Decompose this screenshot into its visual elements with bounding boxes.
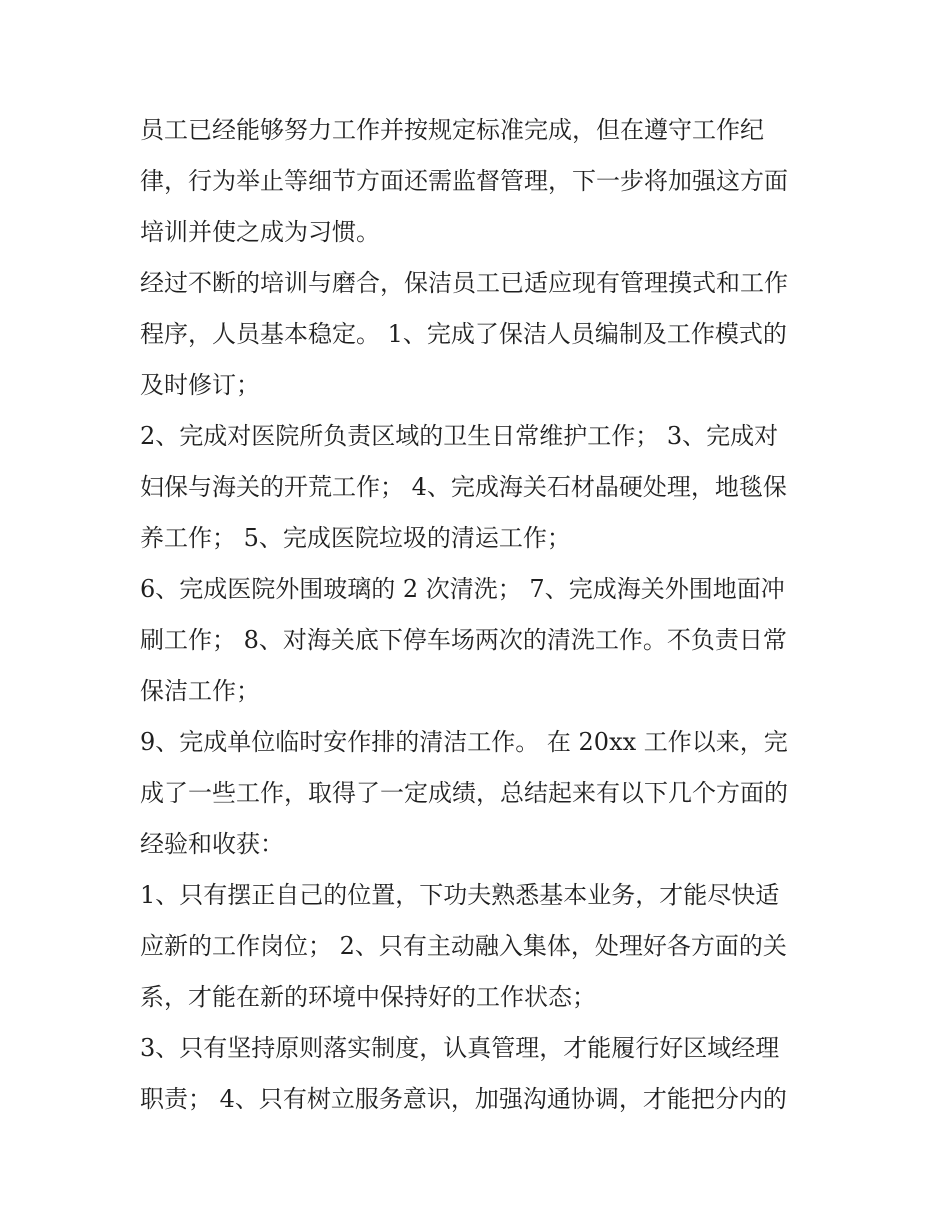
paragraph [140,717,820,870]
text-line: 职责； 4、只有树立服务意识，加强沟通协调，才能把分内的 [140,1085,787,1113]
paragraph [140,258,820,411]
text-line: 妇保与海关的开荒工作； 4、完成海关石材晶硬处理，地毯保 [140,473,787,501]
text-line: 经验和收获： [140,830,284,858]
text-line: 应新的工作岗位； 2、只有主动融入集体，处理好各方面的关 [140,932,787,960]
text-line: 及时修订； [140,371,260,399]
text-line: 经过不断的培训与磨合，保洁员工已适应现有管理摸式和工作 [140,269,788,297]
paragraph [140,1023,820,1125]
text-line: 员工已经能够努力工作并按规定标准完成，但在遵守工作纪 [140,116,764,144]
paragraph [140,411,820,564]
text-line: 2、完成对医院所负责区域的卫生日常维护工作； 3、完成对 [140,422,779,450]
text-line: 系，才能在新的环境中保持好的工作状态； [140,983,596,1011]
text-line: 1、只有摆正自己的位置，下功夫熟悉基本业务，才能尽快适 [140,881,780,909]
text-line: 6、完成医院外围玻璃的 2 次清洗； 7、完成海关外围地面冲 [140,575,785,603]
text-line: 养工作； 5、完成医院垃圾的清运工作； [140,524,571,552]
text-line: 刷工作； 8、对海关底下停车场两次的清洗工作。不负责日常 [140,626,787,654]
text-line: 3、只有坚持原则落实制度，认真管理，才能履行好区域经理 [140,1034,780,1062]
paragraph [140,105,820,258]
text-line: 培训并使之成为习惯。 [140,218,380,246]
paragraph [140,870,820,1023]
paragraph [140,564,820,717]
text-line: 9、完成单位临时安作排的清洁工作。 在 20xx 工作以来，完 [140,728,788,756]
text-line: 保洁工作； [140,677,260,705]
document-body [140,105,820,1125]
text-line: 程序，人员基本稳定。 1、完成了保洁人员编制及工作模式的 [140,320,787,348]
text-line: 律，行为举止等细节方面还需监督管理，下一步将加强这方面 [140,167,788,195]
text-line: 成了一些工作，取得了一定成绩，总结起来有以下几个方面的 [140,779,788,807]
